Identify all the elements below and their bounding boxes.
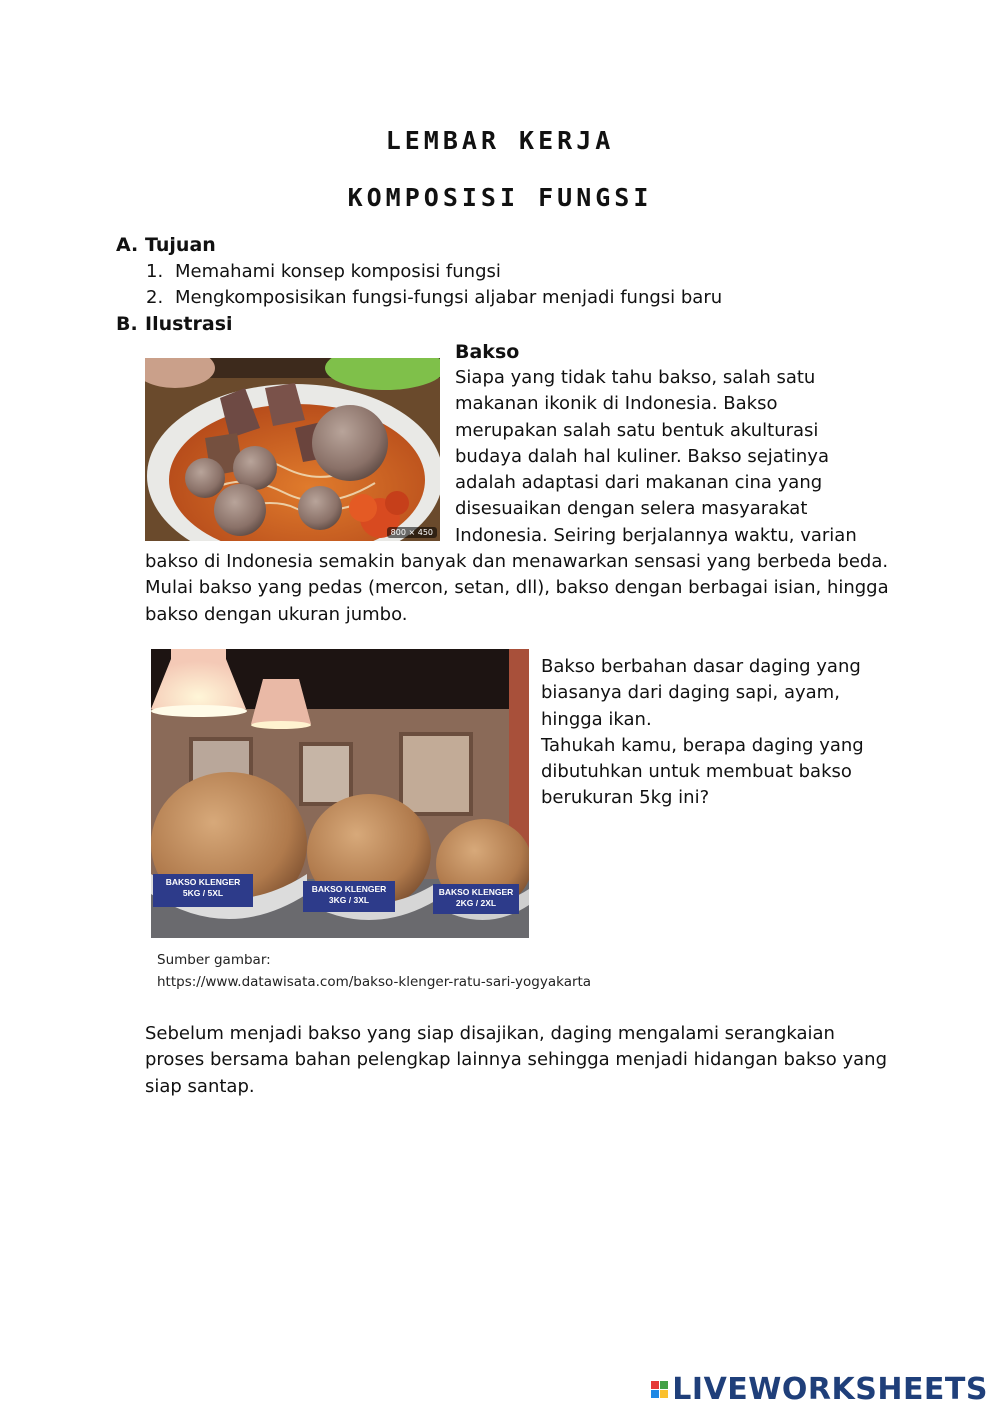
liveworksheets-brand[interactable] bbox=[651, 1372, 988, 1407]
bakso-heading: Bakso bbox=[455, 341, 520, 363]
meat-question-paragraph bbox=[541, 654, 864, 812]
jumbo-bakso-photo bbox=[151, 649, 529, 938]
paragraph-line: berukuran 5kg ini? bbox=[541, 787, 710, 809]
section-a-label: A. bbox=[116, 234, 139, 256]
list-item-number: 1. bbox=[146, 261, 164, 282]
paragraph-line: bakso di Indonesia semakin banyak dan menawarkan sensasi yang berbeda beda. bbox=[145, 551, 889, 572]
paragraph-line: makanan ikonik di Indonesia. Bakso bbox=[455, 393, 778, 415]
intro-paragraph bbox=[455, 365, 857, 549]
closing-paragraph bbox=[145, 1021, 887, 1100]
label-line: BAKSO KLENGER bbox=[165, 877, 241, 887]
bakso-2kg-label bbox=[433, 884, 519, 914]
paragraph-line: dibutuhkan untuk membuat bakso bbox=[541, 761, 852, 783]
paragraph-line: Bakso berbahan dasar daging yang bbox=[541, 656, 861, 677]
label-line: 2KG / 2XL bbox=[455, 898, 497, 908]
paragraph-line: Siapa yang tidak tahu bakso, salah satu bbox=[455, 367, 816, 388]
source-label: Sumber gambar: bbox=[157, 952, 271, 968]
label-line: 5KG / 5XL bbox=[182, 888, 224, 898]
logo-square bbox=[651, 1390, 659, 1398]
paragraph-line: disesuaikan dengan selera masyarakat bbox=[455, 498, 808, 520]
section-b-label: B. bbox=[116, 313, 138, 335]
paragraph-line: hingga ikan. bbox=[541, 708, 652, 730]
brand-name: LIVEWORKSHEETS bbox=[672, 1372, 988, 1407]
liveworksheets-logo-icon bbox=[651, 1381, 668, 1398]
bakso-bowl-illustration bbox=[145, 358, 440, 541]
paragraph-line: Mulai bakso yang pedas (mercon, setan, dll), bakso dengan berbagai isian, hingga bbox=[145, 577, 889, 599]
paragraph-line: budaya dalah hal kuliner. Bakso sejatinya bbox=[455, 445, 829, 467]
bakso-bowl-photo bbox=[145, 358, 440, 541]
section-b-title: Ilustrasi bbox=[145, 313, 233, 335]
label-line: BAKSO KLENGER bbox=[438, 887, 514, 897]
paragraph-line: Indonesia. Seiring berjalannya waktu, varian bbox=[455, 524, 857, 546]
label-line: 3KG / 3XL bbox=[328, 895, 370, 905]
paragraph-line: Tahukah kamu, berapa daging yang bbox=[541, 734, 864, 756]
logo-square bbox=[660, 1390, 668, 1398]
section-a-title: Tujuan bbox=[145, 234, 216, 256]
list-item bbox=[146, 261, 501, 282]
paragraph-line: merupakan salah satu bentuk akulturasi bbox=[455, 419, 819, 441]
source-url: https://www.datawisata.com/bakso-klenger-ratu-sari-yogyakarta bbox=[157, 974, 592, 990]
worksheet-title: LEMBAR KERJA bbox=[385, 126, 615, 155]
section-a-heading bbox=[116, 234, 216, 256]
bakso-5kg-label bbox=[153, 874, 253, 907]
bakso-3kg-label bbox=[303, 881, 395, 912]
paragraph-line: adalah adaptasi dari makanan cina yang bbox=[455, 472, 823, 494]
logo-square bbox=[660, 1381, 668, 1389]
label-line: BAKSO KLENGER bbox=[311, 884, 387, 894]
paragraph-line: proses bersama bahan pelengkap lainnya sehingga menjadi hidangan bakso yang bbox=[145, 1049, 887, 1071]
intro-paragraph-continued bbox=[145, 549, 889, 628]
list-item-text: Memahami konsep komposisi fungsi bbox=[175, 261, 501, 282]
paragraph-line: biasanya dari daging sapi, ayam, bbox=[541, 682, 840, 704]
list-item-number: 2. bbox=[146, 287, 164, 308]
paragraph-line: siap santap. bbox=[145, 1075, 255, 1097]
logo-square bbox=[651, 1381, 659, 1389]
image-size-badge: 800 × 450 bbox=[387, 527, 437, 538]
section-b-heading bbox=[116, 313, 233, 335]
paragraph-line: bakso dengan ukuran jumbo. bbox=[145, 603, 408, 625]
image-source-caption bbox=[157, 949, 591, 993]
list-item-text: Mengkomposisikan fungsi-fungsi aljabar menjadi fungsi baru bbox=[175, 287, 723, 308]
worksheet-subtitle: KOMPOSISI FUNGSI bbox=[347, 183, 653, 212]
list-item bbox=[146, 287, 722, 308]
paragraph-line: Sebelum menjadi bakso yang siap disajikan, daging mengalami serangkaian bbox=[145, 1023, 835, 1044]
